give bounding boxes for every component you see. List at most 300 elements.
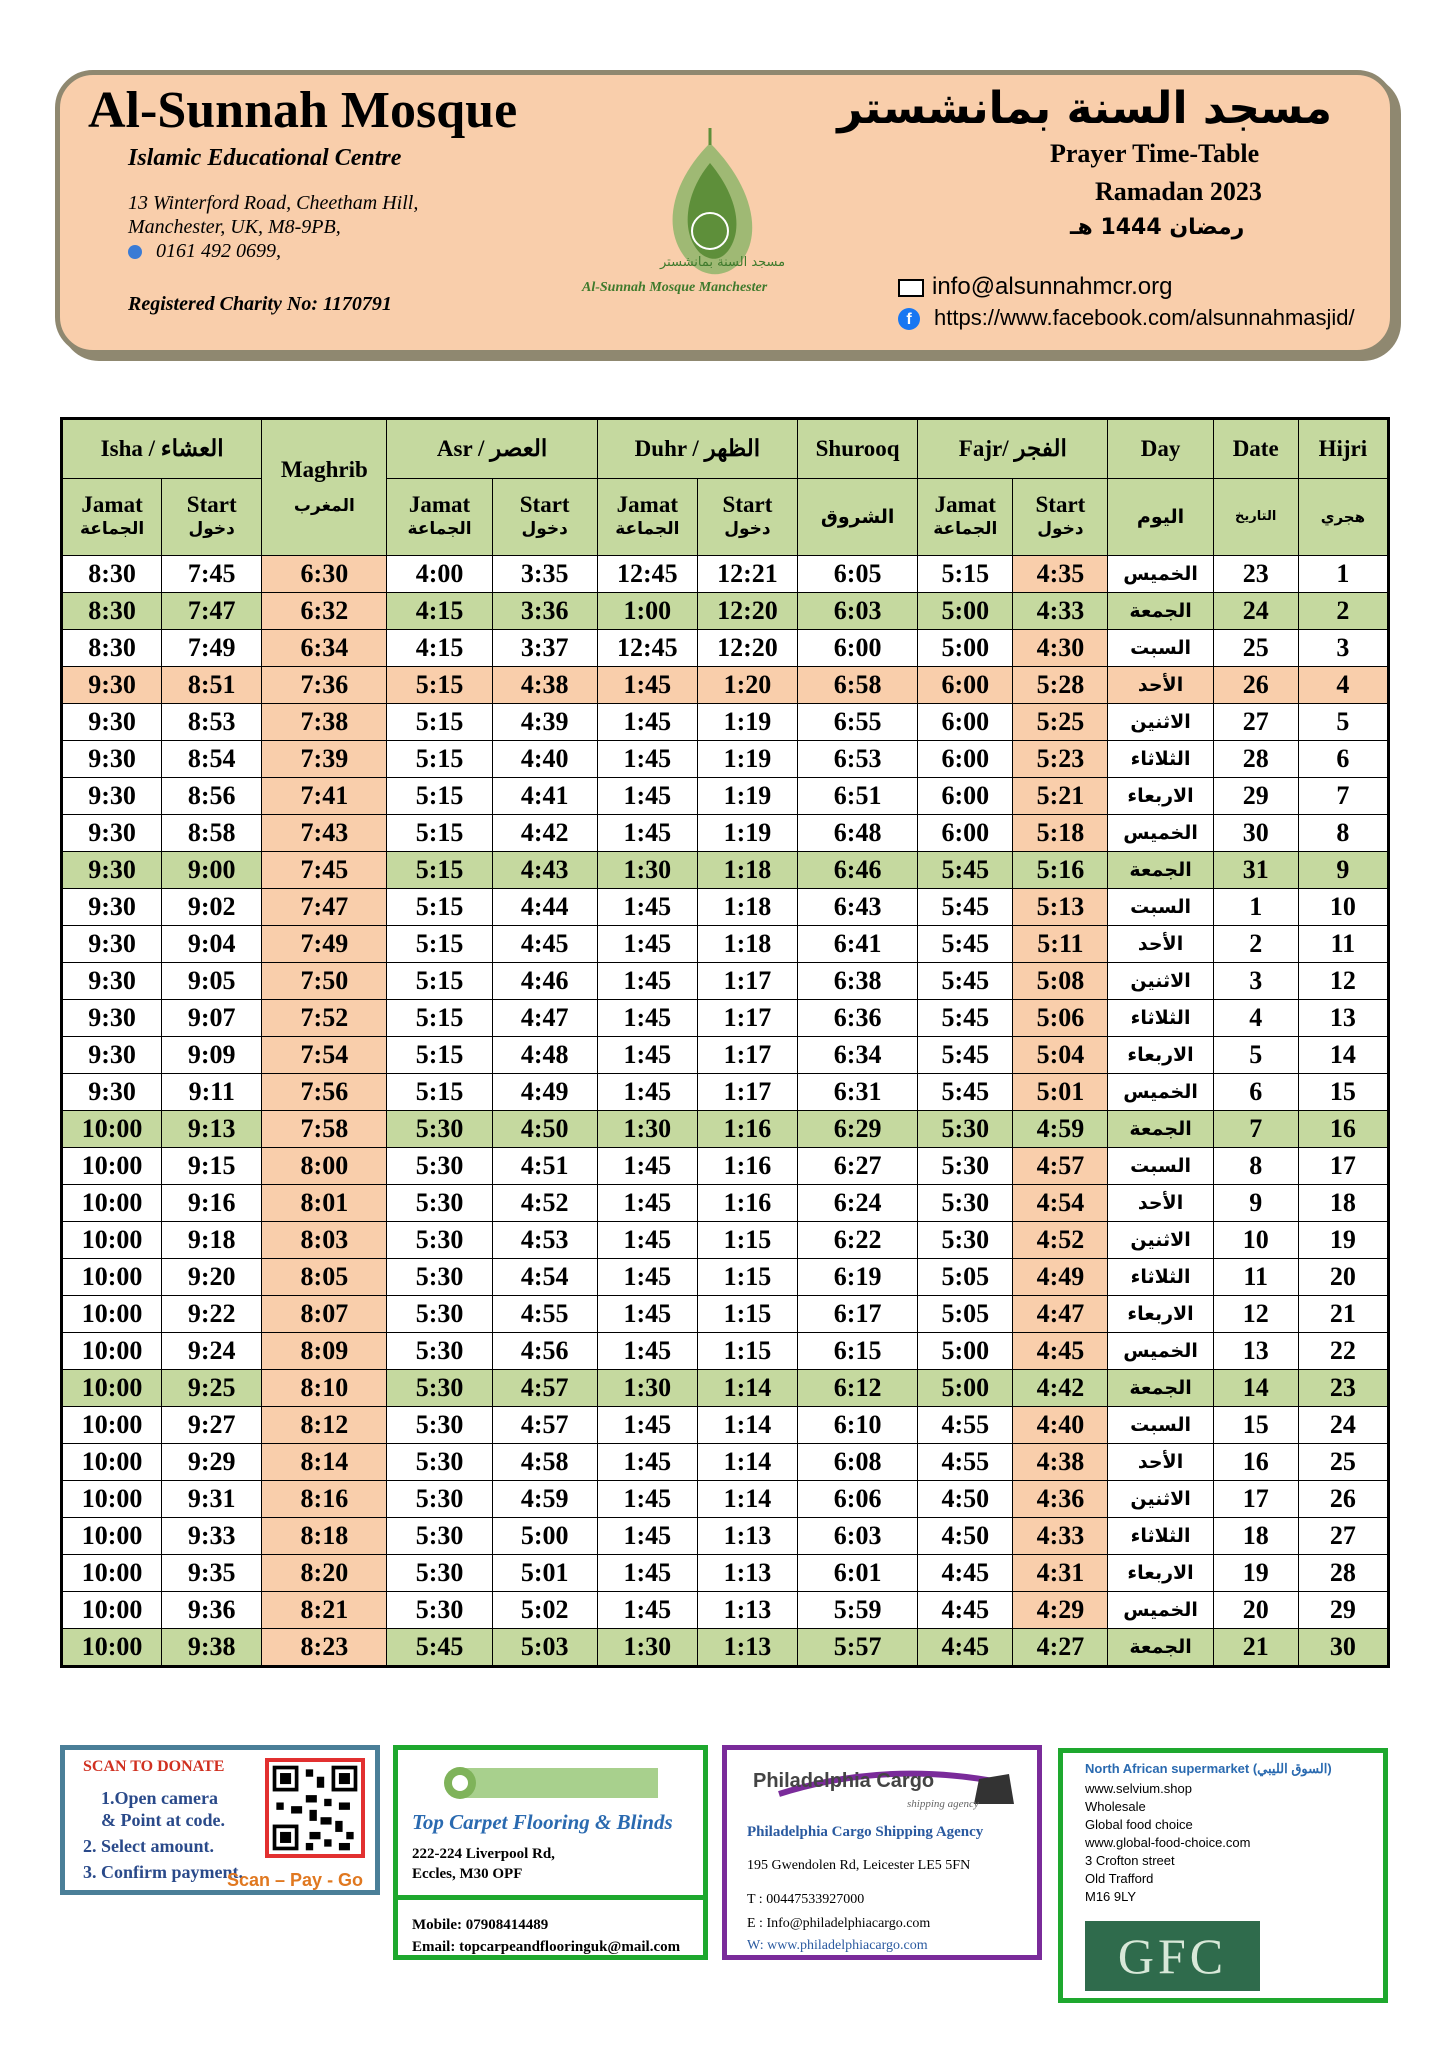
cell-isha-start: 9:13: [162, 1111, 262, 1148]
cell-fajr-jamat: 5:45: [918, 1037, 1013, 1074]
cell-date: 13: [1213, 1333, 1298, 1370]
cell-duhr-start: 1:18: [697, 889, 797, 926]
cell-isha-jamat: 8:30: [62, 630, 162, 667]
cell-isha-start: 9:35: [162, 1555, 262, 1592]
cell-maghrib: 8:18: [262, 1518, 387, 1555]
cargo-email[interactable]: E : Info@philadelphiacargo.com: [747, 1916, 931, 1931]
cell-shurooq: 6:43: [798, 889, 918, 926]
header-date: Date: [1213, 419, 1298, 479]
cell-isha-start: 9:16: [162, 1185, 262, 1222]
cell-fajr-jamat: 5:30: [918, 1148, 1013, 1185]
cell-fajr-start: 5:25: [1013, 704, 1108, 741]
cell-isha-start: 7:47: [162, 593, 262, 630]
cell-maghrib: 7:43: [262, 815, 387, 852]
cell-shurooq: 6:55: [798, 704, 918, 741]
cell-fajr-start: 5:11: [1013, 926, 1108, 963]
cell-asr-jamat: 5:30: [387, 1333, 492, 1370]
cargo-logo-text: Philadelphia Cargo: [753, 1770, 935, 1792]
cell-duhr-jamat: 1:45: [597, 1074, 697, 1111]
cell-day: الثلاثاء: [1108, 1000, 1213, 1037]
phone-number: 0161 492 0699,: [156, 240, 281, 262]
cell-duhr-jamat: 1:30: [597, 852, 697, 889]
cell-maghrib: 7:38: [262, 704, 387, 741]
cell-asr-start: 4:38: [492, 667, 597, 704]
facebook-icon: f: [898, 308, 920, 330]
table-row: [62, 815, 1389, 852]
cell-isha-jamat: 10:00: [62, 1370, 162, 1407]
subheader-hijri-ar: هجري: [1298, 479, 1388, 556]
cell-maghrib: 7:52: [262, 1000, 387, 1037]
table-row: [62, 1259, 1389, 1296]
cell-shurooq: 6:31: [798, 1074, 918, 1111]
cell-fajr-jamat: 4:45: [918, 1555, 1013, 1592]
table-row: [62, 1518, 1389, 1555]
cell-day: السبت: [1108, 1407, 1213, 1444]
cell-duhr-start: 1:19: [697, 815, 797, 852]
header-shurooq: Shurooq: [798, 419, 918, 479]
cell-date: 7: [1213, 1111, 1298, 1148]
gfc-logo: GFC: [1085, 1921, 1260, 1991]
facebook-line: [898, 305, 1355, 331]
cell-shurooq: 6:10: [798, 1407, 918, 1444]
cell-maghrib: 8:10: [262, 1370, 387, 1407]
cell-shurooq: 6:06: [798, 1481, 918, 1518]
cell-day: الاثنين: [1108, 704, 1213, 741]
cell-isha-start: 9:36: [162, 1592, 262, 1629]
cell-duhr-jamat: 12:45: [597, 556, 697, 593]
cell-asr-jamat: 5:30: [387, 1259, 492, 1296]
cell-asr-start: 5:01: [492, 1555, 597, 1592]
cell-shurooq: 5:57: [798, 1629, 918, 1667]
cell-isha-start: 9:05: [162, 963, 262, 1000]
cell-isha-start: 7:45: [162, 556, 262, 593]
cell-duhr-start: 1:13: [697, 1629, 797, 1667]
cell-duhr-jamat: 1:45: [597, 1518, 697, 1555]
cell-hijri: 20: [1298, 1259, 1388, 1296]
subheader-shurooq-ar: الشروق: [798, 479, 918, 556]
cell-fajr-jamat: 5:45: [918, 1074, 1013, 1111]
carpet-mobile: Mobile: 07908414489: [412, 1917, 549, 1933]
cell-fajr-jamat: 6:00: [918, 704, 1013, 741]
cell-day: الثلاثاء: [1108, 741, 1213, 778]
cell-duhr-start: 1:14: [697, 1481, 797, 1518]
cell-day: الخميس: [1108, 1074, 1213, 1111]
cell-asr-jamat: 5:30: [387, 1518, 492, 1555]
gfc-line: M16 9LY: [1085, 1889, 1137, 1904]
cell-isha-jamat: 10:00: [62, 1481, 162, 1518]
header-duhr: Duhr / الظهر: [597, 419, 797, 479]
cell-isha-start: 9:18: [162, 1222, 262, 1259]
cell-duhr-jamat: 1:45: [597, 926, 697, 963]
cell-isha-jamat: 9:30: [62, 1074, 162, 1111]
carpet-ad-border: [393, 1745, 708, 1960]
cell-fajr-start: 4:30: [1013, 630, 1108, 667]
cell-hijri: 26: [1298, 1481, 1388, 1518]
cell-fajr-start: 5:18: [1013, 815, 1108, 852]
cell-shurooq: 6:12: [798, 1370, 918, 1407]
cell-duhr-start: 1:14: [697, 1444, 797, 1481]
cell-duhr-start: 1:19: [697, 704, 797, 741]
cell-day: الأحد: [1108, 1185, 1213, 1222]
cell-duhr-jamat: 1:45: [597, 1333, 697, 1370]
cell-date: 9: [1213, 1185, 1298, 1222]
cell-isha-jamat: 9:30: [62, 704, 162, 741]
arabic-title: مسجد السنة بمانشستر: [837, 83, 1332, 134]
cell-fajr-jamat: 4:50: [918, 1481, 1013, 1518]
cell-fajr-start: 4:47: [1013, 1296, 1108, 1333]
table-row: [62, 1481, 1389, 1518]
subheader-asr-jamat: Jamat الجماعة: [387, 479, 492, 556]
cell-fajr-start: 5:28: [1013, 667, 1108, 704]
cell-day: الاربعاء: [1108, 1037, 1213, 1074]
cell-asr-jamat: 5:15: [387, 778, 492, 815]
cell-asr-start: 4:44: [492, 889, 597, 926]
cell-fajr-start: 4:45: [1013, 1333, 1108, 1370]
cell-fajr-start: 5:23: [1013, 741, 1108, 778]
cell-duhr-jamat: 1:45: [597, 1592, 697, 1629]
cell-duhr-jamat: 1:45: [597, 667, 697, 704]
cell-isha-jamat: 10:00: [62, 1444, 162, 1481]
cell-shurooq: 6:03: [798, 593, 918, 630]
cell-day: الاربعاء: [1108, 1296, 1213, 1333]
cell-hijri: 28: [1298, 1555, 1388, 1592]
cell-isha-start: 9:20: [162, 1259, 262, 1296]
cell-maghrib: 8:01: [262, 1185, 387, 1222]
gfc-title: North African supermarket (السوق الليبي): [1085, 1761, 1332, 1776]
cell-asr-start: 4:42: [492, 815, 597, 852]
cell-duhr-jamat: 1:45: [597, 1296, 697, 1333]
cell-asr-start: 3:36: [492, 593, 597, 630]
cell-hijri: 16: [1298, 1111, 1388, 1148]
cell-isha-start: 8:51: [162, 667, 262, 704]
cell-asr-jamat: 5:30: [387, 1407, 492, 1444]
cell-asr-start: 4:57: [492, 1407, 597, 1444]
cell-duhr-start: 12:20: [697, 593, 797, 630]
cell-duhr-jamat: 1:00: [597, 593, 697, 630]
cell-duhr-jamat: 1:45: [597, 1222, 697, 1259]
gfc-line: Old Trafford: [1085, 1871, 1154, 1886]
mosque-title: Al-Sunnah Mosque: [88, 82, 518, 139]
cell-day: الجمعة: [1108, 1370, 1213, 1407]
cell-fajr-start: 4:29: [1013, 1592, 1108, 1629]
cell-date: 10: [1213, 1222, 1298, 1259]
cell-asr-jamat: 5:30: [387, 1296, 492, 1333]
cell-isha-jamat: 9:30: [62, 1000, 162, 1037]
cell-shurooq: 6:58: [798, 667, 918, 704]
cell-isha-jamat: 10:00: [62, 1555, 162, 1592]
cell-asr-start: 4:56: [492, 1333, 597, 1370]
cell-date: 31: [1213, 852, 1298, 889]
cell-isha-jamat: 10:00: [62, 1592, 162, 1629]
cargo-address: 195 Gwendolen Rd, Leicester LE5 5FN: [747, 1858, 971, 1873]
cell-date: 28: [1213, 741, 1298, 778]
cell-day: الثلاثاء: [1108, 1518, 1213, 1555]
cell-maghrib: 7:47: [262, 889, 387, 926]
cell-day: الاثنين: [1108, 1222, 1213, 1259]
carpet-address-2: Eccles, M30 OPF: [412, 1866, 523, 1882]
cargo-tel: T : 00447533927000: [747, 1892, 865, 1907]
cell-fajr-jamat: 6:00: [918, 778, 1013, 815]
email-link[interactable]: info@alsunnahmcr.org: [932, 273, 1173, 300]
cell-isha-start: 9:07: [162, 1000, 262, 1037]
cell-maghrib: 8:14: [262, 1444, 387, 1481]
cell-date: 20: [1213, 1592, 1298, 1629]
cell-date: 23: [1213, 556, 1298, 593]
cell-asr-start: 4:57: [492, 1370, 597, 1407]
table-row: [62, 630, 1389, 667]
cell-date: 21: [1213, 1629, 1298, 1667]
cell-isha-jamat: 10:00: [62, 1518, 162, 1555]
cell-fajr-jamat: 6:00: [918, 815, 1013, 852]
cell-isha-start: 9:25: [162, 1370, 262, 1407]
cell-isha-jamat: 9:30: [62, 926, 162, 963]
cell-fajr-start: 4:27: [1013, 1629, 1108, 1667]
cell-date: 17: [1213, 1481, 1298, 1518]
qr-code-icon[interactable]: [265, 1758, 365, 1858]
cell-isha-start: 8:53: [162, 704, 262, 741]
cell-day: الجمعة: [1108, 593, 1213, 630]
cell-maghrib: 8:07: [262, 1296, 387, 1333]
cell-duhr-jamat: 1:45: [597, 741, 697, 778]
cell-duhr-start: 1:15: [697, 1333, 797, 1370]
cell-date: 14: [1213, 1370, 1298, 1407]
cell-fajr-start: 4:59: [1013, 1111, 1108, 1148]
cell-date: 4: [1213, 1000, 1298, 1037]
cell-fajr-start: 4:33: [1013, 593, 1108, 630]
cargo-web[interactable]: W: www.philadelphiacargo.com: [747, 1938, 928, 1953]
cell-fajr-start: 5:16: [1013, 852, 1108, 889]
cell-fajr-jamat: 5:30: [918, 1185, 1013, 1222]
cell-isha-jamat: 9:30: [62, 815, 162, 852]
cell-shurooq: 6:15: [798, 1333, 918, 1370]
table-row: [62, 556, 1389, 593]
cell-day: الأحد: [1108, 667, 1213, 704]
cell-fajr-start: 4:52: [1013, 1222, 1108, 1259]
timetable-body: [62, 556, 1389, 1667]
table-row: [62, 1592, 1389, 1629]
cell-isha-start: 9:33: [162, 1518, 262, 1555]
prayer-timetable: [60, 417, 1390, 1668]
cell-date: 29: [1213, 778, 1298, 815]
cell-asr-start: 4:51: [492, 1148, 597, 1185]
cell-maghrib: 8:23: [262, 1629, 387, 1667]
cell-isha-start: 9:00: [162, 852, 262, 889]
cell-isha-jamat: 10:00: [62, 1185, 162, 1222]
donate-step-2: 2. Select amount.: [83, 1836, 214, 1856]
cell-asr-jamat: 5:30: [387, 1370, 492, 1407]
subheader-isha-start: Start دخول: [162, 479, 262, 556]
subheader-day-ar: اليوم: [1108, 479, 1213, 556]
cell-isha-start: 9:24: [162, 1333, 262, 1370]
cell-shurooq: 6:01: [798, 1555, 918, 1592]
gfc-line: Wholesale: [1085, 1799, 1146, 1814]
cell-asr-start: 4:52: [492, 1185, 597, 1222]
cell-asr-jamat: 5:15: [387, 1037, 492, 1074]
cell-duhr-start: 1:17: [697, 1037, 797, 1074]
cell-asr-start: 4:46: [492, 963, 597, 1000]
donate-step-3: 3. Confirm payment.: [83, 1862, 243, 1882]
cell-hijri: 3: [1298, 630, 1388, 667]
cell-isha-start: 8:54: [162, 741, 262, 778]
cell-fajr-jamat: 5:05: [918, 1259, 1013, 1296]
cell-fajr-jamat: 5:15: [918, 556, 1013, 593]
cell-shurooq: 6:00: [798, 630, 918, 667]
cell-date: 16: [1213, 1444, 1298, 1481]
cell-isha-start: 9:02: [162, 889, 262, 926]
cell-asr-start: 5:00: [492, 1518, 597, 1555]
cell-isha-start: 9:29: [162, 1444, 262, 1481]
cell-hijri: 7: [1298, 778, 1388, 815]
cell-asr-start: 4:49: [492, 1074, 597, 1111]
cell-isha-jamat: 9:30: [62, 1037, 162, 1074]
cell-shurooq: 6:48: [798, 815, 918, 852]
cell-duhr-jamat: 1:45: [597, 1555, 697, 1592]
cell-duhr-start: 1:18: [697, 852, 797, 889]
cell-maghrib: 7:49: [262, 926, 387, 963]
cell-isha-jamat: 10:00: [62, 1259, 162, 1296]
cell-duhr-jamat: 1:45: [597, 778, 697, 815]
cell-fajr-start: 5:21: [1013, 778, 1108, 815]
cell-shurooq: 6:38: [798, 963, 918, 1000]
carpet-email[interactable]: Email: topcarpeandflooringuk@mail.com: [412, 1939, 681, 1955]
cell-isha-jamat: 10:00: [62, 1333, 162, 1370]
cell-asr-jamat: 5:30: [387, 1185, 492, 1222]
table-row: [62, 1222, 1389, 1259]
cell-fajr-jamat: 4:55: [918, 1407, 1013, 1444]
cell-hijri: 6: [1298, 741, 1388, 778]
cell-isha-jamat: 9:30: [62, 963, 162, 1000]
cell-duhr-jamat: 1:45: [597, 1000, 697, 1037]
cell-hijri: 14: [1298, 1037, 1388, 1074]
cell-hijri: 11: [1298, 926, 1388, 963]
cell-isha-start: 9:27: [162, 1407, 262, 1444]
cell-shurooq: 6:17: [798, 1296, 918, 1333]
cell-maghrib: 8:00: [262, 1148, 387, 1185]
cell-duhr-jamat: 1:45: [597, 1481, 697, 1518]
header-isha: Isha / العشاء: [62, 419, 262, 479]
cell-isha-jamat: 9:30: [62, 667, 162, 704]
cell-fajr-jamat: 6:00: [918, 741, 1013, 778]
gfc-line[interactable]: www.selvium.shop: [1085, 1781, 1192, 1796]
cell-maghrib: 8:05: [262, 1259, 387, 1296]
cell-shurooq: 6:34: [798, 1037, 918, 1074]
cell-fajr-start: 5:04: [1013, 1037, 1108, 1074]
donate-step-1a: 1.Open camera: [101, 1788, 218, 1808]
cell-fajr-jamat: 5:05: [918, 1296, 1013, 1333]
cell-maghrib: 6:32: [262, 593, 387, 630]
table-row: [62, 1296, 1389, 1333]
cell-hijri: 9: [1298, 852, 1388, 889]
table-row: [62, 778, 1389, 815]
table-row: [62, 704, 1389, 741]
cell-maghrib: 8:20: [262, 1555, 387, 1592]
cell-duhr-start: 1:15: [697, 1222, 797, 1259]
table-row: [62, 1037, 1389, 1074]
subheader-fajr-start: Start دخول: [1013, 479, 1108, 556]
cell-isha-jamat: 10:00: [62, 1148, 162, 1185]
logo-english-text: Al-Sunnah Mosque Manchester: [582, 280, 768, 295]
cell-asr-start: 3:35: [492, 556, 597, 593]
cell-asr-jamat: 5:15: [387, 815, 492, 852]
cell-duhr-start: 1:20: [697, 667, 797, 704]
carpet-address-1: 222-224 Liverpool Rd,: [412, 1846, 555, 1862]
mosque-subtitle: Islamic Educational Centre: [128, 145, 402, 171]
cell-day: الاربعاء: [1108, 1555, 1213, 1592]
table-row: [62, 1185, 1389, 1222]
cell-asr-jamat: 5:30: [387, 1555, 492, 1592]
ramadan-year-arabic: رمضان 1444 هـ: [1070, 215, 1245, 240]
facebook-link[interactable]: https://www.facebook.com/alsunnahmasjid/: [934, 305, 1355, 330]
cell-shurooq: 6:41: [798, 926, 918, 963]
cell-day: الخميس: [1108, 1333, 1213, 1370]
cell-duhr-jamat: 1:45: [597, 1037, 697, 1074]
cell-fajr-jamat: 5:30: [918, 1111, 1013, 1148]
cell-day: الأحد: [1108, 926, 1213, 963]
gfc-line: 3 Crofton street: [1085, 1853, 1175, 1868]
cell-hijri: 23: [1298, 1370, 1388, 1407]
cell-asr-jamat: 5:15: [387, 963, 492, 1000]
table-row: [62, 741, 1389, 778]
cell-maghrib: 8:21: [262, 1592, 387, 1629]
cell-duhr-start: 1:16: [697, 1111, 797, 1148]
cell-asr-jamat: 5:15: [387, 889, 492, 926]
donate-title: SCAN TO DONATE: [83, 1758, 225, 1775]
cell-maghrib: 7:56: [262, 1074, 387, 1111]
cell-isha-start: 9:15: [162, 1148, 262, 1185]
cell-asr-jamat: 5:15: [387, 1074, 492, 1111]
cell-duhr-start: 1:16: [697, 1148, 797, 1185]
table-row: [62, 667, 1389, 704]
cell-hijri: 4: [1298, 667, 1388, 704]
cell-hijri: 21: [1298, 1296, 1388, 1333]
cell-date: 8: [1213, 1148, 1298, 1185]
cell-duhr-start: 1:13: [697, 1518, 797, 1555]
subheader-isha-jamat: Jamat الجماعة: [62, 479, 162, 556]
ramadan-year: Ramadan 2023: [1095, 177, 1262, 206]
cell-fajr-jamat: 5:45: [918, 889, 1013, 926]
cell-hijri: 30: [1298, 1629, 1388, 1667]
cell-duhr-start: 1:14: [697, 1407, 797, 1444]
cell-hijri: 29: [1298, 1592, 1388, 1629]
cell-duhr-start: 1:18: [697, 926, 797, 963]
cell-asr-start: 4:40: [492, 741, 597, 778]
cell-shurooq: 6:08: [798, 1444, 918, 1481]
cell-day: الجمعة: [1108, 1629, 1213, 1667]
table-row: [62, 963, 1389, 1000]
cell-fajr-jamat: 5:45: [918, 852, 1013, 889]
cargo-name: Philadelphia Cargo Shipping Agency: [747, 1824, 984, 1840]
cell-maghrib: 6:34: [262, 630, 387, 667]
cell-day: الخميس: [1108, 815, 1213, 852]
cell-isha-jamat: 10:00: [62, 1629, 162, 1667]
cell-isha-start: 9:38: [162, 1629, 262, 1667]
cell-fajr-start: 4:49: [1013, 1259, 1108, 1296]
cell-day: الخميس: [1108, 556, 1213, 593]
cell-duhr-start: 1:13: [697, 1555, 797, 1592]
cell-date: 11: [1213, 1259, 1298, 1296]
cell-duhr-start: 1:17: [697, 1000, 797, 1037]
cell-duhr-start: 1:15: [697, 1296, 797, 1333]
cell-date: 19: [1213, 1555, 1298, 1592]
gfc-line[interactable]: www.global-food-choice.com: [1085, 1835, 1251, 1850]
cell-duhr-jamat: 1:45: [597, 1259, 697, 1296]
cell-hijri: 1: [1298, 556, 1388, 593]
cell-maghrib: 7:58: [262, 1111, 387, 1148]
cell-maghrib: 7:41: [262, 778, 387, 815]
header-hijri: Hijri: [1298, 419, 1388, 479]
cell-shurooq: 6:29: [798, 1111, 918, 1148]
cell-hijri: 25: [1298, 1444, 1388, 1481]
